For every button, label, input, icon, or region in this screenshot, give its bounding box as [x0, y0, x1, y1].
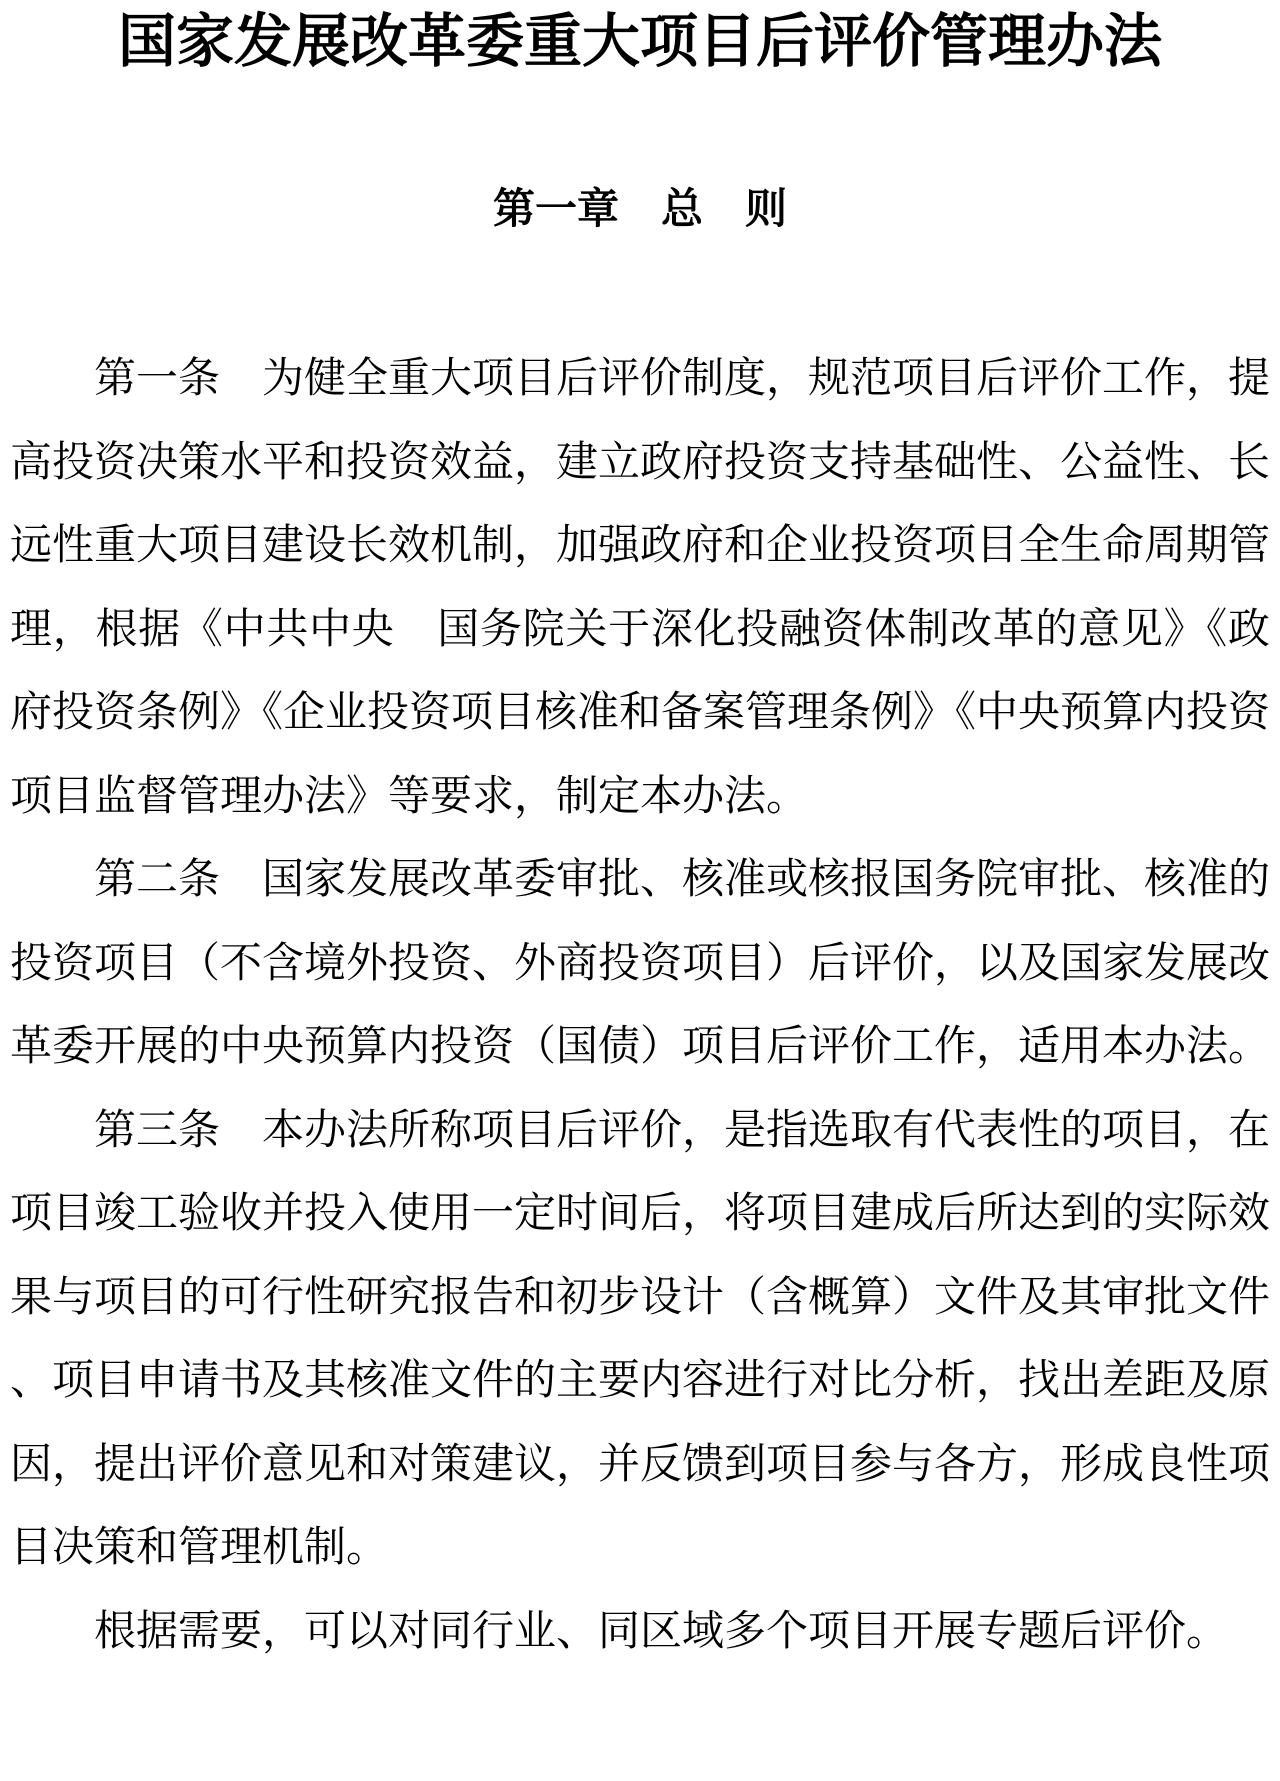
paragraph: 第一条 为健全重大项目后评价制度，规范项目后评价工作，提高投资决策水平和投资效益，建立政府投资支持基础性、公益性、长远性重大项目建设长效机制，加强政府和企业投资项目全生命周期管理，根据《中共中央 国务院关于深化投融资体制改革的意见》《政府投资条例》《企业投资项目核准和备案管理条例》《中央预算内投资项目监督管理办法》等要求，制定本办法。 [10, 356, 1271, 820]
paragraph: 第二条 国家发展改革委审批、核准或核报国务院审批、核准的投资项目（不含境外投资、外商投资项目）后评价，以及国家发展改革委开展的中央预算内投资（国债）项目后评价工作，适用本办法。 [10, 857, 1271, 1070]
chapter-heading: 第一章 总 则 [492, 185, 787, 232]
document-body [0, 338, 1280, 1674]
document-title: 国家发展改革委重大项目后评价管理办法 [117, 9, 1162, 74]
paragraph: 第三条 本办法所称项目后评价，是指选取有代表性的项目，在项目竣工验收并投入使用一定时间后，将项目建成后所达到的实际效果与项目的可行性研究报告和初步设计（含概算）文件及其审批文件、项目申请书及其核准文件的主要内容进行对比分析，找出差距及原因，提出评价意见和对策建议，并反馈到项目参与各方，形成良性项目决策和管理机制。 [10, 1107, 1271, 1571]
paragraph: 根据需要，可以对同行业、同区域多个项目开展专题后评价。 [94, 1608, 1229, 1655]
